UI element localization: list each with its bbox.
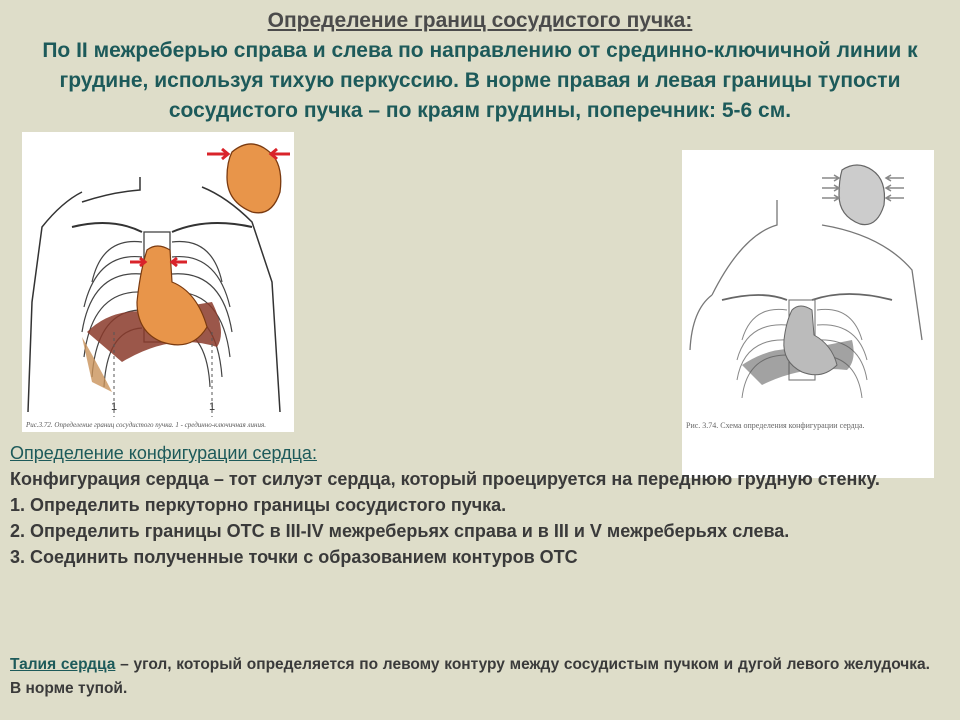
- heart-configuration-heading: Определение конфигурации сердца:: [10, 443, 317, 463]
- line-label-1-left: 1: [209, 401, 216, 413]
- inset-right-arrow-icon: [207, 149, 228, 159]
- right-arrow-icon: [130, 258, 145, 266]
- figure-left-caption: Рис.3.72. Определение границ сосудистого пучка. 1 - срединно-ключичная линия.: [26, 421, 267, 429]
- step-item: 3. Соединить полученные точки с образованием контуров ОТС: [10, 547, 578, 567]
- left-arrow-icon: [172, 258, 187, 266]
- chest-illustration-color: [22, 132, 294, 432]
- inset-heart-shape-gray: [839, 165, 885, 225]
- figure-left-vascular-bundle: [22, 132, 294, 432]
- top-text-block: [8, 6, 952, 126]
- step-item: 1. Определить перкуторно границы сосудистого пучка.: [10, 495, 507, 515]
- figure-right-caption: Рис. 3.74. Схема определения конфигурации сердца.: [686, 421, 865, 430]
- heart-waist-text: – угол, который определяется по левому контуру между сосудистым пучком и дугой левого желудочка. В норме тупой.: [10, 656, 930, 697]
- heart-configuration-intro: Конфигурация сердца – тот силуэт сердца, который проецируется на переднюю грудную стенку.: [10, 469, 880, 489]
- inset-left-arrow-icon: [271, 149, 290, 159]
- step-item: 2. Определить границы ОТС в III-IV межреберьях справа и в III и V межреберьях слева.: [10, 521, 790, 541]
- heart-waist-term: Талия сердца: [10, 656, 116, 673]
- heart-configuration-section: [10, 440, 940, 570]
- vascular-bundle-heading: Определение границ сосудистого пучка:: [267, 9, 693, 32]
- heart-waist-definition: [10, 653, 930, 701]
- vascular-bundle-description: По II межреберью справа и слева по направлению от срединно-ключичной линии к грудине, используя тихую перкуссию. В норме правая и левая границы тупости сосудистого пучка – по краям грудины, поперечник: 5-6 см.: [42, 39, 918, 122]
- figure-right-heart-configuration: [682, 150, 934, 478]
- line-label-1-right: 1: [111, 401, 118, 413]
